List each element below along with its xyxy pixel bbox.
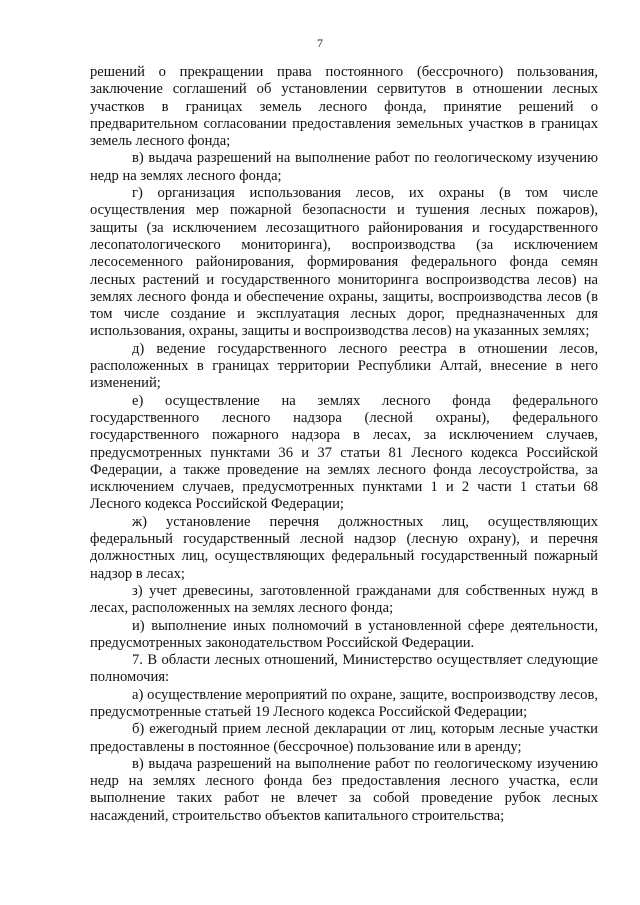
paragraph-item-i: и) выполнение иных полномочий в установленной сфере деятельности, предусмотренных законодательством Российской Федерации. (90, 617, 598, 651)
paragraph-item-zh: ж) установление перечня должностных лиц, осуществляющих федеральный государственный лесной надзор (лесную охрану), и перечня должностных лиц, осуществляющих федеральный государственный пожарный надзор в лесах; (90, 513, 598, 582)
paragraph-continuation: решений о прекращении права постоянного (бессрочного) пользования, заключение соглашений об установлении сервитутов в отношении лесных участков в границах земель лесного фонда, принятие решений о предварительном согласовании предоставления земельных участков в границах земель лесного фонда; (90, 64, 598, 150)
paragraph-item-v-2: в) выдача разрешений на выполнение работ по геологическому изучению недр на землях лесного фонда без предоставления лесного участка, если выполнение таких работ не влечет за собой проведение рубок лесных насаждений, строительство объектов капитального строительства; (90, 755, 598, 824)
paragraph-item-g: г) организация использования лесов, их охраны (в том числе осуществления мер пожарной безопасности и тушения лесных пожаров), защиты (за исключением лесозащитного районирования и государственного лесопатологического мониторинга), воспроизводства (за исключением лесосеменного районирования, формирования федерального фонда семян лесных растений и государственного мониторинга воспроизводства лесов) на землях лесного фонда и обеспечение охраны, защиты, воспроизводства лесов (в том числе создание и эксплуатация лесных дорог, предназначенных для использования, охраны, защиты и воспроизводства лесов) на указанных землях; (90, 185, 598, 340)
paragraph-item-z: з) учет древесины, заготовленной гражданами для собственных нужд в лесах, расположенных на землях лесного фонда; (90, 582, 598, 617)
paragraph-item-b: б) ежегодный прием лесной декларации от лиц, которым лесные участки предоставлены в постоянное (бессрочное) пользование или в аренду; (90, 721, 598, 755)
paragraph-item-d: д) ведение государственного лесного реестра в отношении лесов, расположенных в границах территории Республики Алтай, внесение в него изменений; (90, 340, 598, 392)
page-number: 7 (317, 36, 323, 50)
paragraph-item-v: в) выдача разрешений на выполнение работ по геологическому изучению недр на землях лесного фонда; (90, 150, 598, 184)
paragraph-item-a: а) осуществление мероприятий по охране, защите, воспроизводству лесов, предусмотренные статьей 19 Лесного кодекса Российской Федерации; (90, 686, 598, 720)
paragraph-section-7: 7. В области лесных отношений, Министерство осуществляет следующие полномочия: (90, 652, 598, 686)
paragraph-item-e: е) осуществление на землях лесного фонда федерального государственного лесного надзора (лесной охраны), федерального государственного пожарного надзора в лесах, за исключением случаев, предусмотренных пунктами 36 и 37 статьи 81 Лесного кодекса Российской Федерации, а также проведение на землях лесного фонда лесоустройства, за исключением случаев, предусмотренных пунктами 1 и 2 части 1 статьи 68 Лесного кодекса Российской Федерации; (90, 392, 598, 513)
document-body (90, 64, 598, 825)
